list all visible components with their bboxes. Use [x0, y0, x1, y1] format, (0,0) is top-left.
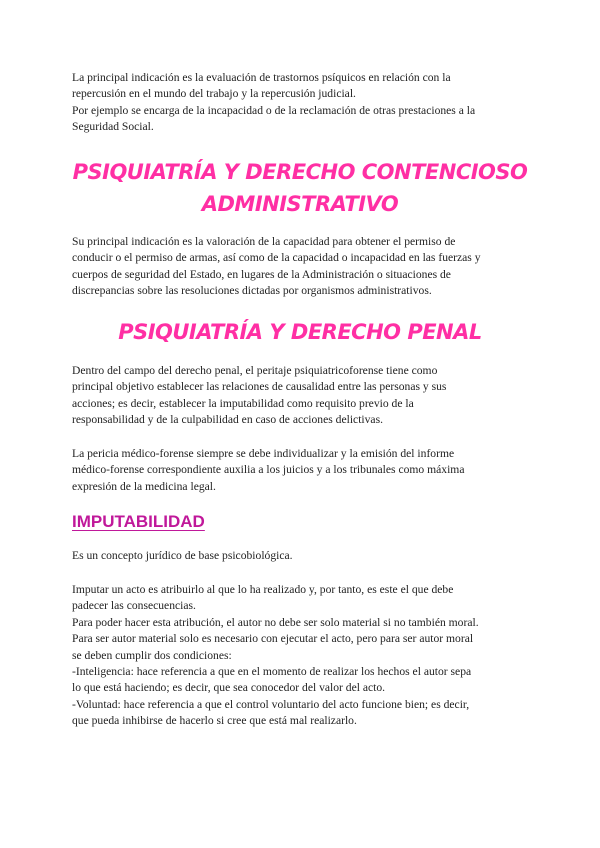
- imputabilidad-paragraph-1: Es un concepto jurídico de base psicobiológica.: [72, 549, 293, 562]
- intro-paragraph: La principal indicación es la evaluación de trastornos psíquicos en relación con la repercusión en el mundo del trabajo y la repercusión judicial. Por ejemplo se encarga de la incapacidad o de la reclamación de otras prestaciones a la Seguridad Social.: [72, 71, 476, 134]
- imputabilidad-paragraph-2: Imputar un acto es atribuirlo al que lo ha realizado y, por tanto, es este el que debe padecer las consecuencias. Para poder hacer esta atribución, el autor no debe ser solo material si no también moral. Para ser autor material solo es necesario con ejecutar el acto, pero para ser autor moral se deben cumplir dos condiciones: -Inteligencia: hace referencia a que en el momento de realizar los hechos el autor sepa lo que está haciendo; es decir, que sea conocedor del valor del acto. -Voluntad: hace referencia a que el control voluntario del acto funcione bien; es decir, que pueda inhibirse de hacerlo si cree que está mal realizarlo.: [72, 583, 479, 728]
- heading-psiquiatria-contencioso: PSIQUIATRÍA Y DERECHO CONTENCIOSO ADMINISTRATIVO: [72, 160, 528, 216]
- heading-imputabilidad: IMPUTABILIDAD: [72, 512, 205, 531]
- penal-paragraph-1: Dentro del campo del derecho penal, el peritaje psiquiatricoforense tiene como principal objetivo establecer las relaciones de causalidad entre las personas y sus acciones; es decir, establecer la imputabilidad como requisito previo de la responsabilidad y de la culpabilidad en caso de acciones delictivas.: [72, 364, 447, 427]
- penal-paragraph-2: La pericia médico-forense siempre se debe individualizar y la emisión del informe médico-forense correspondiente auxilia a los juicios y a los tribunales como máxima expresión de la medicina legal.: [72, 447, 465, 493]
- heading-psiquiatria-penal: PSIQUIATRÍA Y DERECHO PENAL: [118, 320, 482, 344]
- contencioso-paragraph: Su principal indicación es la valoración de la capacidad para obtener el permiso de conducir o el permiso de armas, así como de la capacidad o incapacidad en las fuerzas y cuerpos de seguridad del Estado, en lugares de la Administración o situaciones de discrepancias sobre las resoluciones dictadas por organismos administrativos.: [72, 235, 481, 298]
